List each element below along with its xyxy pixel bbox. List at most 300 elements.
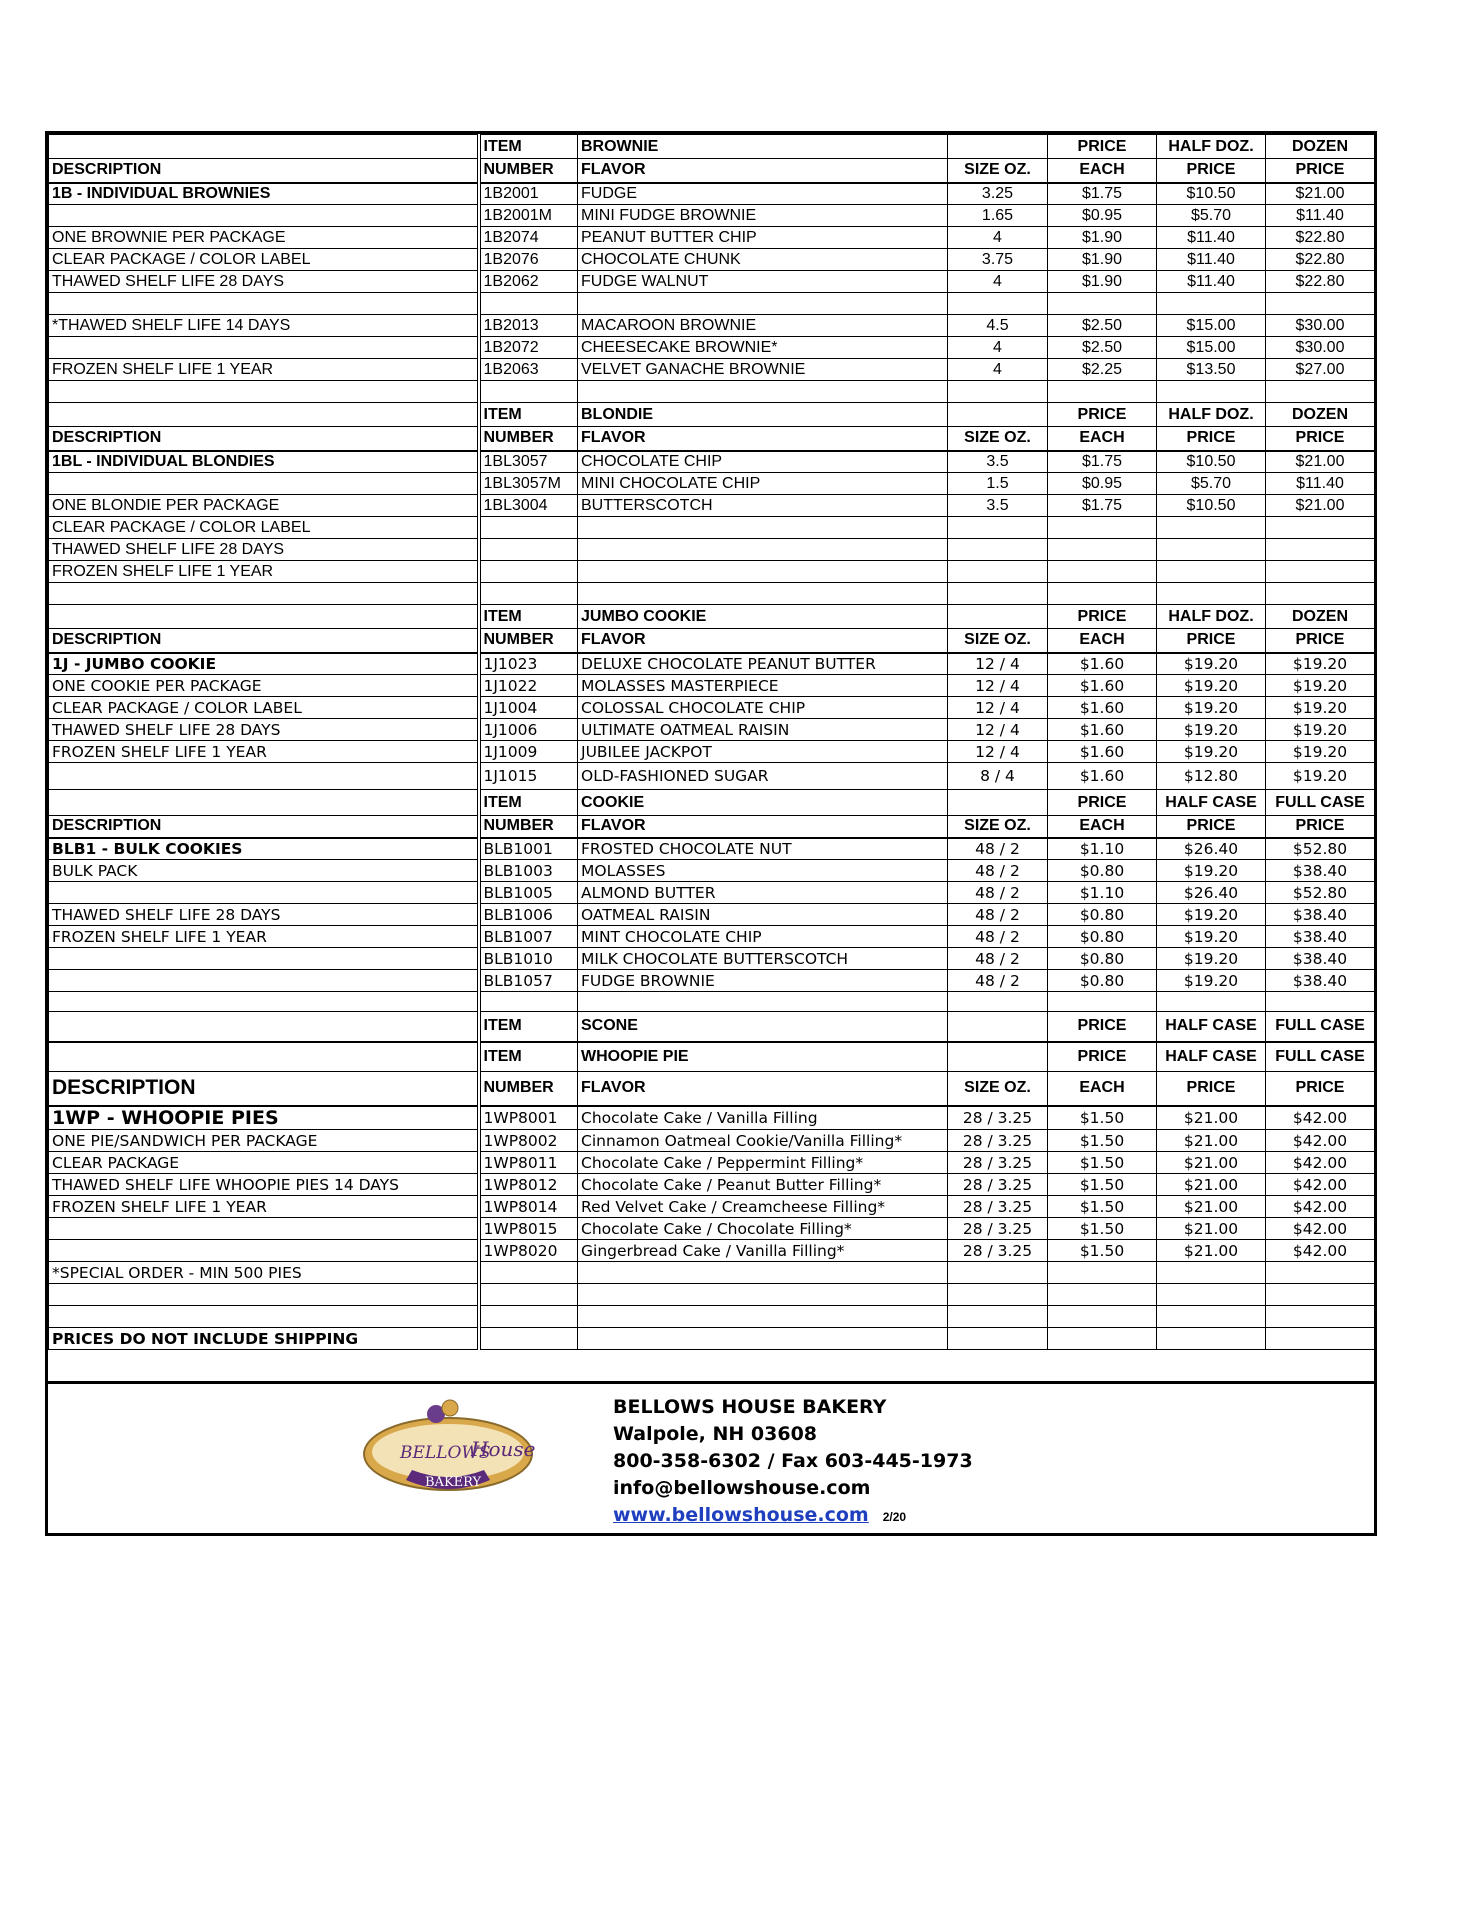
table-row: [49, 763, 1375, 790]
row-description: [49, 293, 479, 315]
row-price-half: $11.40: [1157, 271, 1266, 293]
row-flavor: CHOCOLATE CHIP: [578, 451, 948, 473]
table-row: [49, 1262, 1375, 1284]
row-flavor: [578, 561, 948, 583]
row-price-full: $21.00: [1266, 183, 1375, 205]
row-price-half: $13.50: [1157, 359, 1266, 381]
table-row: [49, 205, 1375, 227]
row-price-full: $42.00: [1266, 1174, 1375, 1196]
row-price-full: $42.00: [1266, 1106, 1375, 1130]
header-full_case: FULL CASE: [1266, 790, 1375, 816]
header-half_case: HALF CASE: [1157, 1042, 1266, 1072]
header-number: NUMBER: [479, 159, 578, 183]
row-description: CLEAR PACKAGE / COLOR LABEL: [49, 249, 479, 271]
header-flavor: FLAVOR: [578, 159, 948, 183]
table-row: [49, 337, 1375, 359]
row-size: [948, 583, 1048, 605]
header-item: ITEM: [479, 1012, 578, 1042]
header-price-half: PRICE: [1157, 629, 1266, 653]
row-price-full: [1266, 1328, 1375, 1350]
row-description: FROZEN SHELF LIFE 1 YEAR: [49, 926, 479, 948]
row-price-full: [1266, 583, 1375, 605]
table-row: [49, 697, 1375, 719]
row-price-each: $1.60: [1048, 719, 1157, 741]
row-price-half: $5.70: [1157, 205, 1266, 227]
row-price-half: $19.20: [1157, 948, 1266, 970]
table-row: [49, 860, 1375, 882]
row-price-half: [1157, 381, 1266, 403]
header-half_doz: HALF DOZ.: [1157, 135, 1266, 159]
row-item-number: 1WP8002: [479, 1130, 578, 1152]
row-item-number: [479, 561, 578, 583]
row-price-each: $0.95: [1048, 205, 1157, 227]
row-price-half: $26.40: [1157, 882, 1266, 904]
row-item-number: 1WP8014: [479, 1196, 578, 1218]
row-description: [49, 583, 479, 605]
table-row: [49, 539, 1375, 561]
row-size: 3.25: [948, 183, 1048, 205]
row-flavor: FUDGE BROWNIE: [578, 970, 948, 992]
row-size: [948, 1262, 1048, 1284]
row-price-full: $22.80: [1266, 249, 1375, 271]
row-flavor: MOLASSES MASTERPIECE: [578, 675, 948, 697]
row-flavor: BUTTERSCOTCH: [578, 495, 948, 517]
row-flavor: [578, 1328, 948, 1350]
row-size: [948, 517, 1048, 539]
row-size: [948, 992, 1048, 1012]
header-number: NUMBER: [479, 629, 578, 653]
table-row: [49, 359, 1375, 381]
row-description: *THAWED SHELF LIFE 14 DAYS: [49, 315, 479, 337]
header-price-full: PRICE: [1266, 816, 1375, 838]
row-description: [49, 1306, 479, 1328]
header-each: EACH: [1048, 629, 1157, 653]
row-size: [948, 1284, 1048, 1306]
row-description: 1B - INDIVIDUAL BROWNIES: [49, 183, 479, 205]
table-row: [49, 926, 1375, 948]
row-description: CLEAR PACKAGE / COLOR LABEL: [49, 517, 479, 539]
table-row: [49, 583, 1375, 605]
row-size: 4: [948, 227, 1048, 249]
row-price-half: [1157, 293, 1266, 315]
row-price-half: $11.40: [1157, 227, 1266, 249]
header-category: COOKIE: [578, 790, 948, 816]
row-flavor: MILK CHOCOLATE BUTTERSCOTCH: [578, 948, 948, 970]
row-size: 4: [948, 337, 1048, 359]
row-item-number: 1WP8001: [479, 1106, 578, 1130]
row-price-full: $19.20: [1266, 741, 1375, 763]
row-flavor: [578, 992, 948, 1012]
row-price-each: [1048, 1306, 1157, 1328]
row-size: 48 / 2: [948, 838, 1048, 860]
header-each: EACH: [1048, 1072, 1157, 1106]
row-item-number: 1B2063: [479, 359, 578, 381]
row-description: FROZEN SHELF LIFE 1 YEAR: [49, 561, 479, 583]
contact-block: [613, 1394, 973, 1531]
row-item-number: BLB1001: [479, 838, 578, 860]
logo-text-top: BELLOWS: [400, 1443, 491, 1463]
row-price-full: $21.00: [1266, 495, 1375, 517]
header-full_case: FULL CASE: [1266, 1012, 1375, 1042]
row-description: THAWED SHELF LIFE 28 DAYS: [49, 904, 479, 926]
row-description: 1J - JUMBO COOKIE: [49, 653, 479, 675]
row-item-number: [479, 517, 578, 539]
row-description: ONE PIE/SANDWICH PER PACKAGE: [49, 1130, 479, 1152]
row-size: 12 / 4: [948, 675, 1048, 697]
table-row: [49, 561, 1375, 583]
header-half_case: HALF CASE: [1157, 1012, 1266, 1042]
row-price-full: $30.00: [1266, 315, 1375, 337]
row-price-each: $1.60: [1048, 675, 1157, 697]
table-row: [49, 992, 1375, 1012]
row-size: 4: [948, 271, 1048, 293]
header-dozen: DOZEN: [1266, 403, 1375, 427]
header-size: SIZE OZ.: [948, 159, 1048, 183]
row-size: 48 / 2: [948, 882, 1048, 904]
header-number: NUMBER: [479, 816, 578, 838]
row-size: 3.75: [948, 249, 1048, 271]
row-price-full: $19.20: [1266, 763, 1375, 790]
row-item-number: [479, 1284, 578, 1306]
table-row: [49, 741, 1375, 763]
section-header-row: [49, 790, 1375, 816]
header-blank: [49, 403, 479, 427]
row-item-number: [479, 583, 578, 605]
row-description: [49, 205, 479, 227]
row-price-half: $15.00: [1157, 315, 1266, 337]
header-size: SIZE OZ.: [948, 427, 1048, 451]
header-category: BROWNIE: [578, 135, 948, 159]
row-price-half: [1157, 1262, 1266, 1284]
price-table: [48, 134, 1375, 1350]
row-price-half: $15.00: [1157, 337, 1266, 359]
row-size: 28 / 3.25: [948, 1152, 1048, 1174]
row-price-half: [1157, 561, 1266, 583]
header-price-half: PRICE: [1157, 816, 1266, 838]
row-price-half: $19.20: [1157, 904, 1266, 926]
table-row: [49, 904, 1375, 926]
row-price-each: $0.80: [1048, 904, 1157, 926]
row-item-number: [479, 1328, 578, 1350]
header-blank: [49, 605, 479, 629]
row-price-half: $19.20: [1157, 860, 1266, 882]
row-description: [49, 763, 479, 790]
row-item-number: BLB1057: [479, 970, 578, 992]
row-price-each: $1.75: [1048, 495, 1157, 517]
header-blank: [948, 403, 1048, 427]
row-description: ONE COOKIE PER PACKAGE: [49, 675, 479, 697]
table-row: [49, 1284, 1375, 1306]
row-price-each: [1048, 583, 1157, 605]
row-item-number: [479, 992, 578, 1012]
row-flavor: FROSTED CHOCOLATE NUT: [578, 838, 948, 860]
row-price-full: $42.00: [1266, 1240, 1375, 1262]
table-row: [49, 451, 1375, 473]
row-flavor: MINT CHOCOLATE CHIP: [578, 926, 948, 948]
row-item-number: BLB1010: [479, 948, 578, 970]
header-blank: [948, 135, 1048, 159]
row-item-number: 1B2001M: [479, 205, 578, 227]
row-size: 48 / 2: [948, 904, 1048, 926]
row-description: THAWED SHELF LIFE 28 DAYS: [49, 719, 479, 741]
row-flavor: [578, 517, 948, 539]
header-price: PRICE: [1048, 1042, 1157, 1072]
row-size: [948, 381, 1048, 403]
website-link[interactable]: www.bellowshouse.com: [613, 1504, 869, 1526]
header-half_doz: HALF DOZ.: [1157, 605, 1266, 629]
header-price-full: PRICE: [1266, 427, 1375, 451]
table-row: [49, 653, 1375, 675]
row-price-each: $1.90: [1048, 227, 1157, 249]
table-row: [49, 1152, 1375, 1174]
row-price-each: $1.90: [1048, 249, 1157, 271]
row-price-full: [1266, 561, 1375, 583]
row-size: 48 / 2: [948, 926, 1048, 948]
row-item-number: 1BL3057: [479, 451, 578, 473]
table-row: [49, 970, 1375, 992]
row-price-each: [1048, 1284, 1157, 1306]
row-flavor: [578, 583, 948, 605]
section-subheader-row: [49, 427, 1375, 451]
row-item-number: 1BL3057M: [479, 473, 578, 495]
row-price-half: $26.40: [1157, 838, 1266, 860]
header-full_case: FULL CASE: [1266, 1042, 1375, 1072]
header-description: DESCRIPTION: [49, 427, 479, 451]
table-row: [49, 719, 1375, 741]
section-subheader-row: [49, 816, 1375, 838]
row-price-each: [1048, 293, 1157, 315]
row-price-full: $30.00: [1266, 337, 1375, 359]
email-line[interactable]: info@bellowshouse.com: [613, 1477, 871, 1499]
row-size: 28 / 3.25: [948, 1106, 1048, 1130]
row-price-half: [1157, 583, 1266, 605]
row-description: 1BL - INDIVIDUAL BLONDIES: [49, 451, 479, 473]
header-blank: [948, 790, 1048, 816]
row-price-each: $1.50: [1048, 1196, 1157, 1218]
table-row: [49, 183, 1375, 205]
row-price-half: $11.40: [1157, 249, 1266, 271]
row-item-number: [479, 381, 578, 403]
table-row: [49, 1328, 1375, 1350]
row-price-full: [1266, 1262, 1375, 1284]
row-size: 48 / 2: [948, 860, 1048, 882]
header-blank: [49, 135, 479, 159]
row-size: 1.65: [948, 205, 1048, 227]
row-item-number: 1J1004: [479, 697, 578, 719]
row-description: THAWED SHELF LIFE 28 DAYS: [49, 271, 479, 293]
row-flavor: ULTIMATE OATMEAL RAISIN: [578, 719, 948, 741]
section-header-row: [49, 605, 1375, 629]
header-price-full: PRICE: [1266, 159, 1375, 183]
row-price-each: [1048, 992, 1157, 1012]
row-price-half: [1157, 517, 1266, 539]
header-blank: [49, 790, 479, 816]
header-item: ITEM: [479, 1042, 578, 1072]
row-item-number: 1B2013: [479, 315, 578, 337]
header-each: EACH: [1048, 816, 1157, 838]
table-row: [49, 249, 1375, 271]
header-price: PRICE: [1048, 403, 1157, 427]
header-blank: [49, 1042, 479, 1072]
row-price-half: $19.20: [1157, 970, 1266, 992]
row-description: THAWED SHELF LIFE WHOOPIE PIES 14 DAYS: [49, 1174, 479, 1196]
section-header-row: [49, 1012, 1375, 1042]
row-price-each: $1.50: [1048, 1106, 1157, 1130]
row-flavor: [578, 293, 948, 315]
row-price-each: $1.75: [1048, 183, 1157, 205]
header-size: SIZE OZ.: [948, 816, 1048, 838]
row-price-half: [1157, 1328, 1266, 1350]
row-price-each: $1.10: [1048, 838, 1157, 860]
row-description: [49, 1240, 479, 1262]
header-price: PRICE: [1048, 605, 1157, 629]
row-price-half: [1157, 1284, 1266, 1306]
row-price-each: $1.90: [1048, 271, 1157, 293]
header-price: PRICE: [1048, 790, 1157, 816]
row-size: 28 / 3.25: [948, 1240, 1048, 1262]
row-price-each: $1.60: [1048, 697, 1157, 719]
row-flavor: ALMOND BUTTER: [578, 882, 948, 904]
row-flavor: [578, 1284, 948, 1306]
row-price-half: $10.50: [1157, 495, 1266, 517]
row-size: 12 / 4: [948, 653, 1048, 675]
row-flavor: Chocolate Cake / Chocolate Filling*: [578, 1218, 948, 1240]
row-price-each: [1048, 1262, 1157, 1284]
company-name: BELLOWS HOUSE BAKERY: [613, 1396, 887, 1418]
header-description: DESCRIPTION: [49, 629, 479, 653]
header-each: EACH: [1048, 427, 1157, 451]
row-price-each: $1.50: [1048, 1218, 1157, 1240]
row-description: CLEAR PACKAGE / COLOR LABEL: [49, 697, 479, 719]
row-description: FROZEN SHELF LIFE 1 YEAR: [49, 741, 479, 763]
row-flavor: PEANUT BUTTER CHIP: [578, 227, 948, 249]
header-half_case: HALF CASE: [1157, 790, 1266, 816]
logo-text-bottom: BAKERY: [425, 1475, 482, 1490]
row-price-half: $19.20: [1157, 926, 1266, 948]
header-item: ITEM: [479, 605, 578, 629]
row-price-each: $1.10: [1048, 882, 1157, 904]
header-description: DESCRIPTION: [49, 816, 479, 838]
section-subheader-row: [49, 629, 1375, 653]
table-row: [49, 675, 1375, 697]
header-category: SCONE: [578, 1012, 948, 1042]
row-description: ONE BROWNIE PER PACKAGE: [49, 227, 479, 249]
row-flavor: CHOCOLATE CHUNK: [578, 249, 948, 271]
row-item-number: 1B2072: [479, 337, 578, 359]
row-description: [49, 381, 479, 403]
row-item-number: 1J1023: [479, 653, 578, 675]
table-row: [49, 495, 1375, 517]
row-description: FROZEN SHELF LIFE 1 YEAR: [49, 359, 479, 381]
row-size: [948, 1328, 1048, 1350]
section-header-row: [49, 403, 1375, 427]
row-price-half: $21.00: [1157, 1218, 1266, 1240]
row-flavor: [578, 1306, 948, 1328]
table-row: [49, 882, 1375, 904]
row-size: [948, 1306, 1048, 1328]
row-price-half: $21.00: [1157, 1130, 1266, 1152]
row-price-full: [1266, 517, 1375, 539]
section-header-row: [49, 135, 1375, 159]
row-flavor: MOLASSES: [578, 860, 948, 882]
row-size: 12 / 4: [948, 719, 1048, 741]
row-item-number: [479, 539, 578, 561]
header-size: SIZE OZ.: [948, 1072, 1048, 1106]
row-price-full: $42.00: [1266, 1130, 1375, 1152]
price-sheet: [45, 131, 1377, 1536]
row-size: 3.5: [948, 495, 1048, 517]
row-item-number: 1B2001: [479, 183, 578, 205]
row-price-each: $0.80: [1048, 860, 1157, 882]
bellows-house-logo: [358, 1394, 538, 1504]
section-subheader-row: [49, 1072, 1375, 1106]
row-price-each: [1048, 517, 1157, 539]
row-description: PRICES DO NOT INCLUDE SHIPPING: [49, 1328, 479, 1350]
row-flavor: [578, 1262, 948, 1284]
section-header-row: [49, 1042, 1375, 1072]
header-flavor: FLAVOR: [578, 629, 948, 653]
row-price-half: [1157, 1306, 1266, 1328]
header-flavor: FLAVOR: [578, 816, 948, 838]
row-flavor: OATMEAL RAISIN: [578, 904, 948, 926]
row-flavor: Gingerbread Cake / Vanilla Filling*: [578, 1240, 948, 1262]
header-item: ITEM: [479, 403, 578, 427]
table-row: [49, 1174, 1375, 1196]
row-description: ONE BLONDIE PER PACKAGE: [49, 495, 479, 517]
header-description: DESCRIPTION: [49, 159, 479, 183]
row-price-each: $1.60: [1048, 653, 1157, 675]
row-price-full: $38.40: [1266, 904, 1375, 926]
header-price: PRICE: [1048, 1012, 1157, 1042]
row-price-full: $19.20: [1266, 719, 1375, 741]
row-flavor: MINI CHOCOLATE CHIP: [578, 473, 948, 495]
header-description: DESCRIPTION: [49, 1072, 479, 1106]
row-price-full: [1266, 992, 1375, 1012]
row-size: [948, 293, 1048, 315]
header-blank: [948, 605, 1048, 629]
row-price-full: $27.00: [1266, 359, 1375, 381]
row-price-full: $11.40: [1266, 473, 1375, 495]
row-description: 1WP - WHOOPIE PIES: [49, 1106, 479, 1130]
row-item-number: BLB1007: [479, 926, 578, 948]
row-flavor: JUBILEE JACKPOT: [578, 741, 948, 763]
row-description: FROZEN SHELF LIFE 1 YEAR: [49, 1196, 479, 1218]
header-price-full: PRICE: [1266, 629, 1375, 653]
row-description: BLB1 - BULK COOKIES: [49, 838, 479, 860]
row-price-each: [1048, 539, 1157, 561]
row-price-half: $19.20: [1157, 653, 1266, 675]
row-description: [49, 1284, 479, 1306]
row-price-full: $42.00: [1266, 1196, 1375, 1218]
row-item-number: 1B2076: [479, 249, 578, 271]
row-flavor: VELVET GANACHE BROWNIE: [578, 359, 948, 381]
row-item-number: 1J1022: [479, 675, 578, 697]
row-price-each: [1048, 381, 1157, 403]
row-price-each: $0.95: [1048, 473, 1157, 495]
row-price-full: $38.40: [1266, 970, 1375, 992]
row-price-each: $1.60: [1048, 763, 1157, 790]
row-flavor: [578, 539, 948, 561]
table-row: [49, 293, 1375, 315]
header-flavor: FLAVOR: [578, 1072, 948, 1106]
header-flavor: FLAVOR: [578, 427, 948, 451]
row-price-each: $0.80: [1048, 926, 1157, 948]
row-description: [49, 473, 479, 495]
row-size: 12 / 4: [948, 697, 1048, 719]
header-price: PRICE: [1048, 135, 1157, 159]
row-flavor: COLOSSAL CHOCOLATE CHIP: [578, 697, 948, 719]
table-row: [49, 315, 1375, 337]
